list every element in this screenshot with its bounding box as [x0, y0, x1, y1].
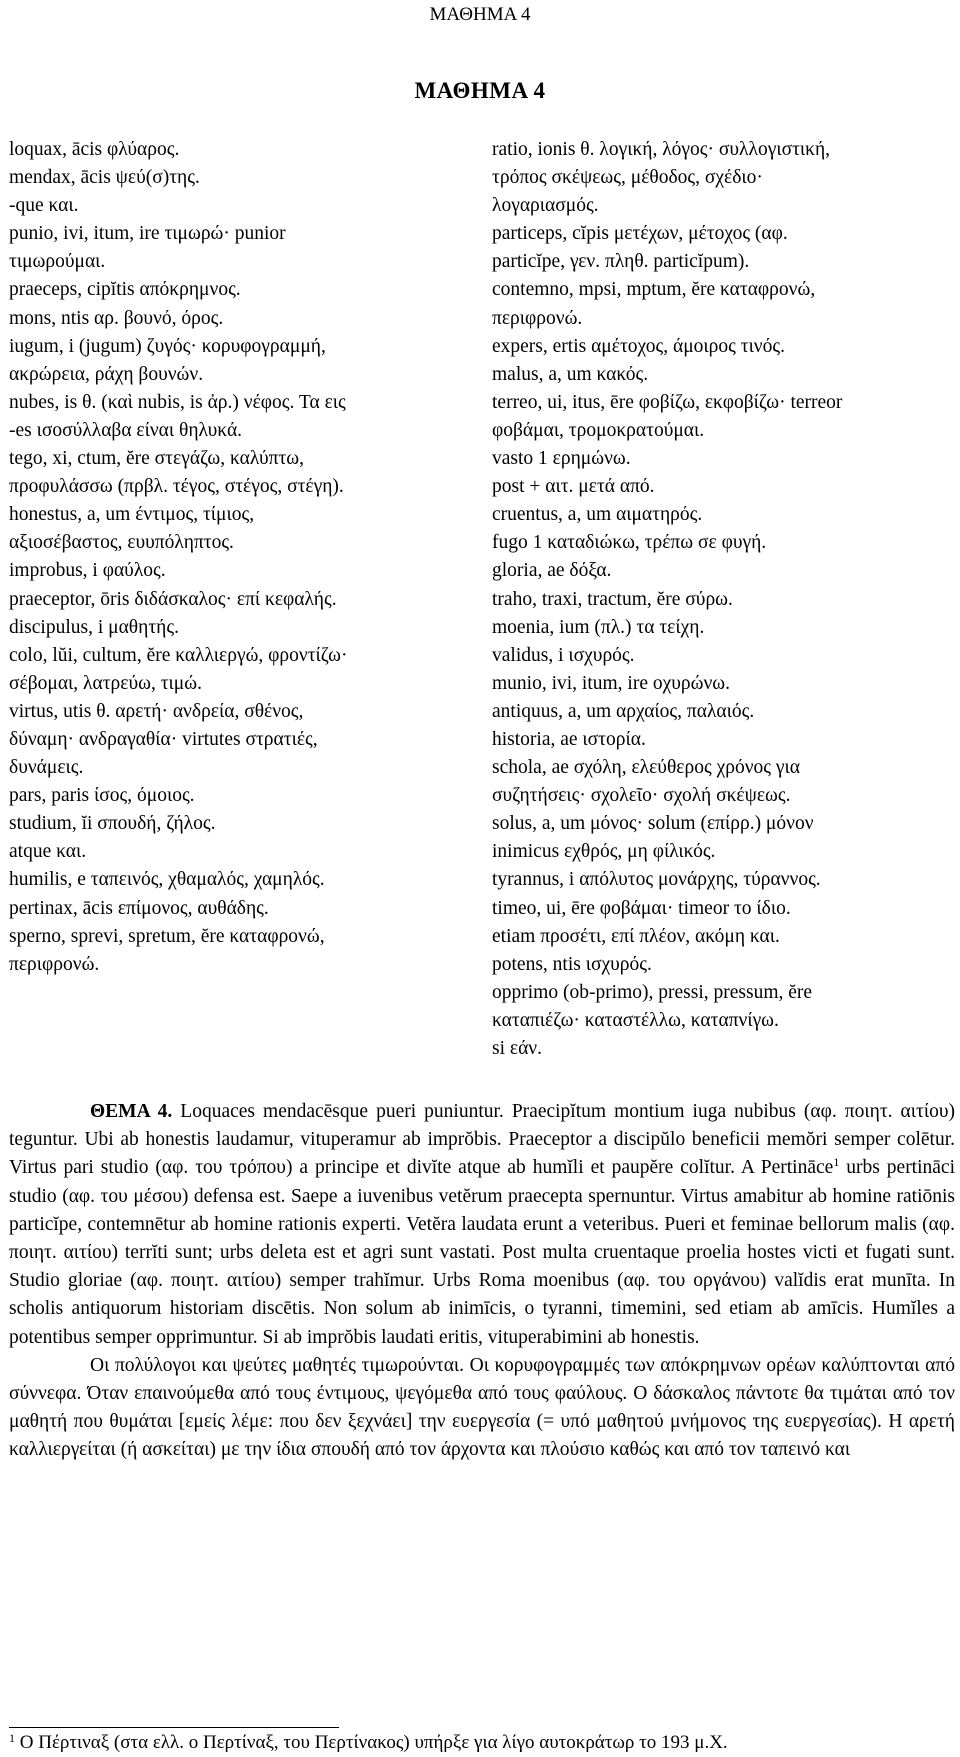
vocab-line: expers, ertis αμέτοχος, άμοιρος τινός. [492, 335, 785, 357]
vocab-line: nubes, is θ. (καὶ nubis, is ἀρ.) νέφος. Τα εις [9, 391, 346, 413]
vocab-line: traho, traxi, tractum, ĕre σύρω. [492, 588, 733, 610]
vocab-line: honestus, a, um έντιμος, τίμιος, [9, 504, 255, 526]
vocab-line: post + αιτ. μετά από. [492, 476, 655, 498]
vocab-line: λογαριασμός. [492, 195, 599, 217]
vocab-line: mendax, ācis ψεύ(σ)της. [9, 167, 200, 189]
vocab-line: praeceps, cipĭtis απόκρημνος. [9, 279, 241, 301]
vocab-line: timeo, ui, ēre φοβάμαι· timeor το ίδιο. [492, 897, 791, 919]
vocab-line: δύναμη· ανδραγαθία· virtutes στρατιές, [9, 728, 318, 750]
vocab-line: virtus, utis θ. αρετή· ανδρεία, σθένος, [9, 700, 304, 722]
vocab-line: validus, i ισχυρός. [492, 644, 635, 666]
vocab-line: gloria, ae δόξα. [492, 560, 612, 582]
vocab-line: munio, ivi, itum, ire οχυρώνω. [492, 672, 731, 694]
vocab-line: improbus, i φαύλος. [9, 560, 166, 582]
vocab-line: περιφρονώ. [9, 953, 100, 975]
vocab-line: historia, ae ιστορία. [492, 728, 646, 750]
vocab-line: συζητήσεις· σχολεῖο· σχολή σκέψεως. [492, 785, 791, 807]
vocab-line: punio, ivi, itum, ire τιμωρώ· punior [9, 223, 286, 245]
vocab-line: particĭpe, γεν. πληθ. particĭpum). [492, 251, 750, 273]
vocab-line: tego, xi, ctum, ĕre στεγάζω, καλύπτω, [9, 448, 305, 470]
vocab-line: προφυλάσσω (πρβλ. τέγος, στέγος, στέγη). [9, 476, 344, 498]
vocab-line: αξιοσέβαστος, ευυπόληπτος. [9, 532, 234, 554]
vocab-line: tyrannus, i απόλυτος μονάρχης, τύραννος. [492, 869, 821, 891]
lesson-title: ΜΑΘΗΜΑ 4 [414, 78, 546, 103]
vocab-line: ακρώρεια, ράχη βουνών. [9, 363, 204, 385]
vocab-line: δυνάμεις. [9, 757, 84, 779]
footnote-mark: 1 [9, 1731, 15, 1745]
running-head: ΜΑΘΗΜΑ 4 [429, 4, 531, 25]
vocab-line: colo, lŭi, cultum, ĕre καλλιεργώ, φροντίζω· [9, 644, 348, 666]
latin-text-part2: urbs pertināci studio (αφ. του μέσου) defensa est. Saepe a iuvenibus vetĕrum praecepta spernuntur. Virtus amabitur ab homine ratiōnis particĭpe, contemnētur ab homine rationis experti. Vetĕra laudata erunt a veteribus. Pueri et feminae bellorum malis (αφ. ποιητ. αιτίου) terrĭti sunt; urbs deleta est et agri sunt vastati. Post multa cruentaque proelia hostes victi et fugati sunt. Studio gloriae (αφ. ποιητ. αιτίου) semper trahĭmur. Urbs Roma moenibus (αφ. του οργάνου) valĭdis erat munīta. In scholis antiquorum historiam discētis. Non solum ab inimīcis, o tyranni, timemini, sed etiam ab amīcis. Humĭles a potentibus semper opprimuntur. Si ab imprŏbis laudati eritis, vituperabimini ab honestis. [9, 1157, 955, 1348]
vocab-line: σέβομαι, λατρεύω, τιμώ. [9, 672, 202, 694]
vocab-line: iugum, i (jugum) ζυγός· κορυφογραμμή, [9, 335, 326, 357]
vocab-line: humilis, e ταπεινός, χθαμαλός, χαμηλός. [9, 869, 325, 891]
vocab-line: περιφρονώ. [492, 307, 583, 329]
footnote-reference: 1 [833, 1155, 840, 1170]
vocab-line: mons, ntis αρ. βουνό, όρος. [9, 307, 224, 329]
vocab-line: vasto 1 ερημώνω. [492, 448, 631, 470]
vocab-line: fugo 1 καταδιώκω, τρέπω σε φυγή. [492, 532, 767, 554]
footnote-divider [9, 1727, 339, 1728]
vocab-line: opprimo (ob-primo), pressi, pressum, ĕre [492, 981, 813, 1003]
vocab-line: inimicus εχθρός, μη φίλικός. [492, 841, 716, 863]
latin-text-part1: Loquaces mendacēsque pueri puniuntur. Praecipĭtum montium iuga nubibus (αφ. ποιητ. αιτίου) teguntur. Ubi ab honestis laudamur, vituperamur ab imprŏbis. Praeceptor a discipŭlo beneficii memŏri semper colētur. Virtus pari studio (αφ. του τρόπου) a principe et divĭte atque ab humĭli et paupĕre colĭtur. A Pertināce [9, 1101, 956, 1179]
vocabulary-right-column [492, 136, 952, 1063]
vocab-line: potens, ntis ισχυρός. [492, 953, 652, 975]
vocab-line: particeps, cĭpis μετέχων, μέτοχος (αφ. [492, 223, 788, 245]
vocab-line: discipulus, i μαθητής. [9, 616, 179, 638]
vocab-line: contemno, mpsi, mptum, ĕre καταφρονώ, [492, 279, 816, 301]
vocab-line: cruentus, a, um αιματηρός. [492, 504, 703, 526]
footnote [9, 1732, 955, 1754]
vocab-line: sperno, sprevi, spretum, ĕre καταφρονώ, [9, 925, 325, 947]
vocabulary-left-column [9, 136, 474, 979]
vocab-line: schola, ae σχόλη, ελεύθερος χρόνος για [492, 757, 800, 779]
vocab-line: antiquus, a, um αρχαίος, παλαιός. [492, 700, 755, 722]
vocab-line: malus, a, um κακός. [492, 363, 649, 385]
vocab-line: si εάν. [492, 1038, 542, 1059]
vocab-line: solus, a, um μόνος· solum (επίρρ.) μόνον [492, 813, 814, 835]
vocab-line: τιμωρούμαι. [9, 251, 106, 273]
latin-exercise-text [9, 1098, 955, 1352]
vocab-line: praeceptor, ōris διδάσκαλος· επί κεφαλής. [9, 588, 337, 610]
theme-label: ΘΕΜΑ 4. [90, 1101, 173, 1122]
vocab-line: atque και. [9, 841, 87, 863]
vocab-line: etiam προσέτι, επί πλέον, ακόμη και. [492, 925, 780, 947]
greek-translation-text: Οι πολύλογοι και ψεύτες μαθητές τιμωρούνται. Οι κορυφογραμμές των απόκρημνων ορέων καλύπτονται από σύννεφα. Όταν επαινούμεθα από τους έντιμους, ψεγόμεθα από τους φαύλους. Ο δάσκαλος πάντοτε θα τιμάται από τον μαθητή που θυμάται [εμείς λέμε: που δεν ξεχνάει] την ευεργεσία (= υπό μαθητού μνήμονος της ευεργεσίας). Η αρετή καλλιεργείται (ή ασκείται) με την ίδια σπουδή από τον άρχοντα και πλούσιο καθώς και από τον ταπεινό και [9, 1354, 955, 1461]
vocab-line: pertinax, ācis επίμονος, αυθάδης. [9, 897, 269, 919]
vocab-line: φοβάμαι, τρομοκρατούμαι. [492, 419, 705, 441]
exercise-theme [9, 1098, 955, 1465]
vocab-line: pars, paris ίσος, όμοιος. [9, 785, 195, 807]
vocab-line: -que και. [9, 195, 79, 217]
vocab-line: καταπιέζω· καταστέλλω, καταπνίγω. [492, 1009, 779, 1031]
vocab-line: terreo, ui, itus, ēre φοβίζω, εκφοβίζω· terreor [492, 391, 843, 413]
vocab-line: studium, ĭi σπουδή, ζήλος. [9, 813, 216, 835]
footnote-text: Ο Πέρτιναξ (στα ελλ. ο Περτίναξ, του Περτίνακος) υπήρξε για λίγο αυτοκράτωρ το 193 μ.Χ. [15, 1732, 728, 1753]
vocab-line: loquax, ācis φλύαρος. [9, 139, 180, 160]
vocab-line: -es ισοσύλλαβα είναι θηλυκά. [9, 419, 243, 441]
vocab-line: moenia, ium (πλ.) τα τείχη. [492, 616, 705, 638]
vocab-line: τρόπος σκέψεως, μέθοδος, σχέδιο· [492, 167, 763, 189]
vocab-line: ratio, ionis θ. λογική, λόγος· συλλογιστική, [492, 139, 831, 160]
